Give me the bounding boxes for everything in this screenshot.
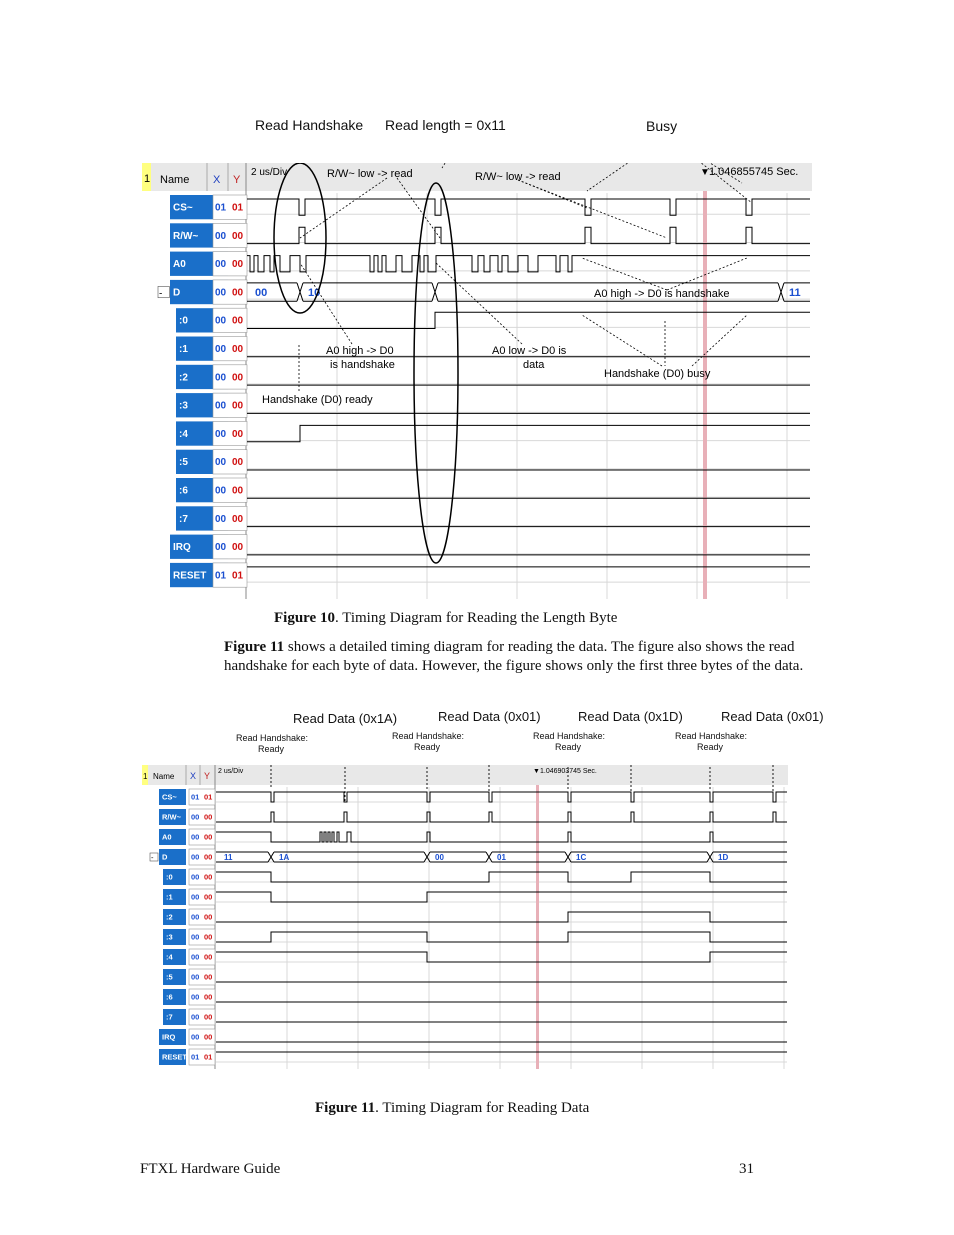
signal-y-value: 01 bbox=[204, 1052, 213, 1062]
signal-row-4[interactable] bbox=[163, 949, 215, 965]
name-column-header: Name bbox=[153, 772, 175, 781]
bus-value: 11 bbox=[789, 286, 801, 299]
signal-y-value: 00 bbox=[204, 832, 213, 842]
wave-cs bbox=[216, 792, 787, 802]
body-paragraph bbox=[224, 638, 814, 676]
time-per-division: 2 us/Div bbox=[218, 768, 244, 775]
annotation-read-data-3: Read Data (0x1D) bbox=[578, 709, 683, 724]
signal-y-value: 00 bbox=[232, 513, 244, 525]
signal-x-value: 00 bbox=[215, 230, 227, 242]
signal-x-value: 00 bbox=[215, 372, 227, 384]
signal-name: RESET bbox=[162, 1052, 188, 1062]
signal-row-rw[interactable] bbox=[159, 809, 215, 825]
wave-d4 bbox=[247, 425, 810, 441]
signal-x-value: 00 bbox=[215, 457, 227, 469]
annotation-read-length: Read length = 0x11 bbox=[385, 117, 506, 133]
signal-row-irq[interactable] bbox=[170, 535, 247, 559]
signal-name: :4 bbox=[179, 428, 188, 440]
signal-row-2[interactable] bbox=[176, 365, 247, 389]
hs-ready-4-line2: Ready bbox=[696, 742, 723, 752]
signal-x-value: 00 bbox=[215, 513, 227, 525]
signal-name: D bbox=[173, 287, 181, 299]
signal-row-cs[interactable] bbox=[170, 195, 247, 219]
row-index: 1 bbox=[143, 772, 148, 781]
signal-name: :1 bbox=[166, 892, 173, 902]
annotation-handshake-ready: Handshake (D0) ready bbox=[262, 394, 373, 406]
signal-x-value: 01 bbox=[215, 570, 227, 582]
paragraph-text: shows a detailed timing diagram for reading the data. The figure also shows the read handshake for each byte of data. However, the figure shows only the first three bytes of the data. bbox=[224, 639, 804, 674]
signal-row-3[interactable] bbox=[163, 929, 215, 945]
signal-y-value: 00 bbox=[204, 852, 213, 862]
signal-row-0[interactable] bbox=[176, 308, 247, 332]
annotation-busy: Busy bbox=[646, 118, 678, 134]
signal-x-value: 01 bbox=[191, 792, 200, 802]
bus-value: 1D bbox=[718, 852, 729, 862]
wave-d1 bbox=[216, 892, 787, 902]
wave-d0 bbox=[247, 312, 810, 328]
figure-11-caption-label: Figure 11 bbox=[315, 1100, 376, 1116]
signal-y-value: 00 bbox=[232, 428, 244, 440]
signal-x-value: 00 bbox=[191, 972, 200, 982]
signal-y-value: 01 bbox=[204, 792, 213, 802]
signal-name: R/W~ bbox=[173, 230, 199, 242]
signal-name: :5 bbox=[179, 457, 188, 469]
signal-name: :6 bbox=[166, 992, 173, 1002]
page-number: 31 bbox=[739, 1161, 754, 1177]
annotation-a0-low-line1: A0 low -> D0 is bbox=[492, 345, 567, 357]
name-column-header: Name bbox=[160, 174, 190, 186]
signal-y-value: 00 bbox=[204, 812, 213, 822]
signal-y-value: 00 bbox=[232, 259, 244, 271]
signal-y-value: 00 bbox=[232, 287, 244, 299]
signal-y-value: 00 bbox=[204, 1012, 213, 1022]
row-index: 1 bbox=[144, 173, 151, 185]
wave-d4 bbox=[216, 952, 787, 962]
annotation-a0-high-line1: A0 high -> D0 bbox=[326, 345, 394, 357]
signal-row-cs[interactable] bbox=[159, 789, 215, 805]
signal-x-value: 00 bbox=[191, 932, 200, 942]
annotation-rw-low-read-2: R/W~ low -> read bbox=[475, 171, 561, 183]
hs-ready-1-line1: Read Handshake: bbox=[236, 733, 309, 743]
signal-x-value: 00 bbox=[191, 1012, 200, 1022]
wave-d0 bbox=[216, 872, 787, 882]
signal-row-7[interactable] bbox=[163, 1009, 215, 1025]
wave-a0 bbox=[247, 256, 810, 272]
signal-y-value: 00 bbox=[232, 485, 244, 497]
expand-icon-glyph: - bbox=[159, 288, 163, 300]
hs-ready-4-line1: Read Handshake: bbox=[675, 731, 748, 741]
bus-value: 00 bbox=[255, 286, 268, 299]
signal-row-d[interactable] bbox=[150, 849, 215, 865]
figure-10-timing-diagram bbox=[142, 163, 812, 599]
signal-x-value: 00 bbox=[191, 952, 200, 962]
wave-a0 bbox=[216, 832, 787, 842]
annotation-read-data-4: Read Data (0x01) bbox=[721, 709, 824, 724]
signal-name: A0 bbox=[162, 832, 172, 842]
signal-x-value: 01 bbox=[191, 1052, 200, 1062]
signal-name: CS~ bbox=[162, 792, 177, 802]
signal-row-d[interactable] bbox=[158, 280, 247, 304]
signal-name: :2 bbox=[179, 372, 188, 384]
signal-name: :7 bbox=[179, 513, 188, 525]
figure-11-caption-text: . Timing Diagram for Reading Data bbox=[375, 1100, 590, 1116]
bus-value: 10 bbox=[308, 286, 321, 299]
annotation-a0-low-line2: data bbox=[523, 359, 545, 371]
signal-name: D bbox=[162, 852, 168, 862]
signal-x-value: 00 bbox=[191, 1032, 200, 1042]
signal-name: :1 bbox=[179, 344, 188, 356]
signal-name: :6 bbox=[179, 485, 188, 497]
signal-row-3[interactable] bbox=[176, 393, 247, 417]
cursor-line bbox=[703, 191, 707, 599]
signal-row-0[interactable] bbox=[163, 869, 215, 885]
expand-icon-glyph: - bbox=[151, 853, 154, 863]
signal-row-1[interactable] bbox=[176, 337, 247, 361]
signal-y-value: 00 bbox=[204, 912, 213, 922]
annotation-a0-high-line2: is handshake bbox=[330, 359, 395, 371]
signal-row-reset[interactable] bbox=[170, 563, 247, 587]
wave-d3 bbox=[216, 932, 787, 942]
y-column-header: Y bbox=[204, 771, 211, 781]
signal-name: :5 bbox=[166, 972, 173, 982]
signal-x-value: 00 bbox=[191, 832, 200, 842]
figure-10-caption bbox=[274, 610, 617, 627]
signal-y-value: 00 bbox=[204, 892, 213, 902]
signal-name: RESET bbox=[173, 570, 207, 582]
annotation-a0-high-handshake: A0 high -> D0 is handshake bbox=[594, 288, 730, 300]
annotation-handshake-ready-4 bbox=[675, 731, 748, 753]
signal-y-value: 00 bbox=[204, 972, 213, 982]
signal-y-value: 01 bbox=[232, 202, 244, 214]
cursor-time: 1.046903745 Sec. bbox=[540, 768, 597, 775]
signal-y-value: 00 bbox=[204, 992, 213, 1002]
hs-ready-1-line2: Ready bbox=[257, 744, 284, 754]
signal-row-a0[interactable] bbox=[159, 829, 215, 845]
wave-rw bbox=[247, 227, 810, 243]
signal-name: IRQ bbox=[162, 1032, 176, 1042]
bus-value: 00 bbox=[435, 852, 444, 862]
signal-y-value: 00 bbox=[232, 372, 244, 384]
cursor-marker-icon: ▼ bbox=[700, 167, 710, 178]
signal-name: A0 bbox=[173, 259, 186, 271]
bus-value: 01 bbox=[497, 852, 506, 862]
signal-row-6[interactable] bbox=[176, 478, 247, 502]
footer-title: FTXL Hardware Guide bbox=[140, 1161, 281, 1177]
y-column-header: Y bbox=[233, 174, 241, 186]
signal-x-value: 00 bbox=[215, 259, 227, 271]
signal-name: IRQ bbox=[173, 542, 191, 554]
signal-x-value: 00 bbox=[191, 992, 200, 1002]
signal-y-value: 00 bbox=[232, 344, 244, 356]
annotation-handshake-ready-2 bbox=[392, 731, 465, 753]
paragraph-figure-ref: Figure 11 bbox=[224, 639, 285, 655]
signal-name: :2 bbox=[166, 912, 173, 922]
signal-name: :4 bbox=[166, 952, 173, 962]
signal-x-value: 00 bbox=[215, 428, 227, 440]
signal-name: :7 bbox=[166, 1012, 173, 1022]
bus-value: 1A bbox=[279, 852, 290, 862]
signal-y-value: 00 bbox=[204, 872, 213, 882]
bus-value: 1C bbox=[576, 852, 587, 862]
signal-y-value: 01 bbox=[232, 570, 244, 582]
signal-x-value: 00 bbox=[215, 344, 227, 356]
signal-x-value: 00 bbox=[191, 872, 200, 882]
signal-name: :0 bbox=[179, 315, 188, 327]
signal-x-value: 00 bbox=[215, 315, 227, 327]
signal-name: CS~ bbox=[173, 202, 193, 214]
annotation-handshake-ready-3 bbox=[533, 731, 606, 753]
x-column-header: X bbox=[213, 174, 221, 186]
wave-cs bbox=[247, 199, 810, 215]
hs-ready-2-line1: Read Handshake: bbox=[392, 731, 465, 741]
signal-x-value: 00 bbox=[191, 912, 200, 922]
signal-row-2[interactable] bbox=[163, 909, 215, 925]
signal-x-value: 01 bbox=[215, 202, 227, 214]
annotation-read-data-2: Read Data (0x01) bbox=[438, 709, 541, 724]
signal-y-value: 00 bbox=[232, 400, 244, 412]
signal-x-value: 00 bbox=[191, 812, 200, 822]
hs-ready-3-line2: Ready bbox=[554, 742, 581, 752]
figure-11-caption bbox=[315, 1100, 589, 1117]
annotation-handshake-busy: Handshake (D0) busy bbox=[604, 368, 711, 380]
signal-row-a0[interactable] bbox=[170, 252, 247, 276]
signal-y-value: 00 bbox=[204, 1032, 213, 1042]
cursor-line bbox=[536, 785, 539, 1069]
signal-name: :0 bbox=[166, 872, 173, 882]
signal-row-1[interactable] bbox=[163, 889, 215, 905]
signal-row-rw[interactable] bbox=[170, 223, 247, 247]
bus-value: 11 bbox=[224, 852, 233, 862]
signal-x-value: 00 bbox=[215, 485, 227, 497]
signal-y-value: 00 bbox=[204, 932, 213, 942]
signal-name: :3 bbox=[179, 400, 188, 412]
signal-row-irq[interactable] bbox=[159, 1029, 215, 1045]
wave-d2 bbox=[216, 912, 787, 922]
signal-y-value: 00 bbox=[232, 315, 244, 327]
annotation-read-data-1: Read Data (0x1A) bbox=[293, 711, 398, 726]
time-per-division: 2 us/Div bbox=[251, 167, 288, 178]
figure-10-caption-label: Figure 10 bbox=[274, 610, 335, 626]
signal-row-5[interactable] bbox=[176, 450, 247, 474]
signal-row-6[interactable] bbox=[163, 989, 215, 1005]
signal-x-value: 00 bbox=[191, 892, 200, 902]
signal-y-value: 00 bbox=[232, 457, 244, 469]
signal-row-4[interactable] bbox=[176, 421, 247, 445]
signal-name: R/W~ bbox=[162, 812, 181, 822]
signal-x-value: 00 bbox=[215, 400, 227, 412]
signal-x-value: 00 bbox=[215, 542, 227, 554]
signal-row-reset[interactable] bbox=[159, 1049, 215, 1065]
signal-name: :3 bbox=[166, 932, 173, 942]
wave-rw bbox=[216, 812, 787, 822]
signal-x-value: 00 bbox=[191, 852, 200, 862]
hs-ready-2-line2: Ready bbox=[413, 742, 440, 752]
hs-ready-3-line1: Read Handshake: bbox=[533, 731, 606, 741]
x-column-header: X bbox=[190, 771, 197, 781]
length-ellipse bbox=[414, 183, 458, 563]
signal-row-7[interactable] bbox=[176, 506, 247, 530]
signal-y-value: 00 bbox=[204, 952, 213, 962]
signal-row-5[interactable] bbox=[163, 969, 215, 985]
annotation-read-handshake: Read Handshake bbox=[255, 117, 364, 133]
figure-10-caption-text: . Timing Diagram for Reading the Length Byte bbox=[334, 610, 618, 626]
annotation-handshake-ready-1 bbox=[236, 733, 309, 755]
cursor-time: 1.046855745 Sec. bbox=[709, 166, 799, 178]
cursor-marker-icon: ▼ bbox=[533, 768, 540, 775]
signal-y-value: 00 bbox=[232, 542, 244, 554]
signal-y-value: 00 bbox=[232, 230, 244, 242]
figure-11-timing-diagram bbox=[142, 765, 788, 1069]
signal-x-value: 00 bbox=[215, 287, 227, 299]
annotation-rw-low-read-1: R/W~ low -> read bbox=[327, 168, 413, 180]
